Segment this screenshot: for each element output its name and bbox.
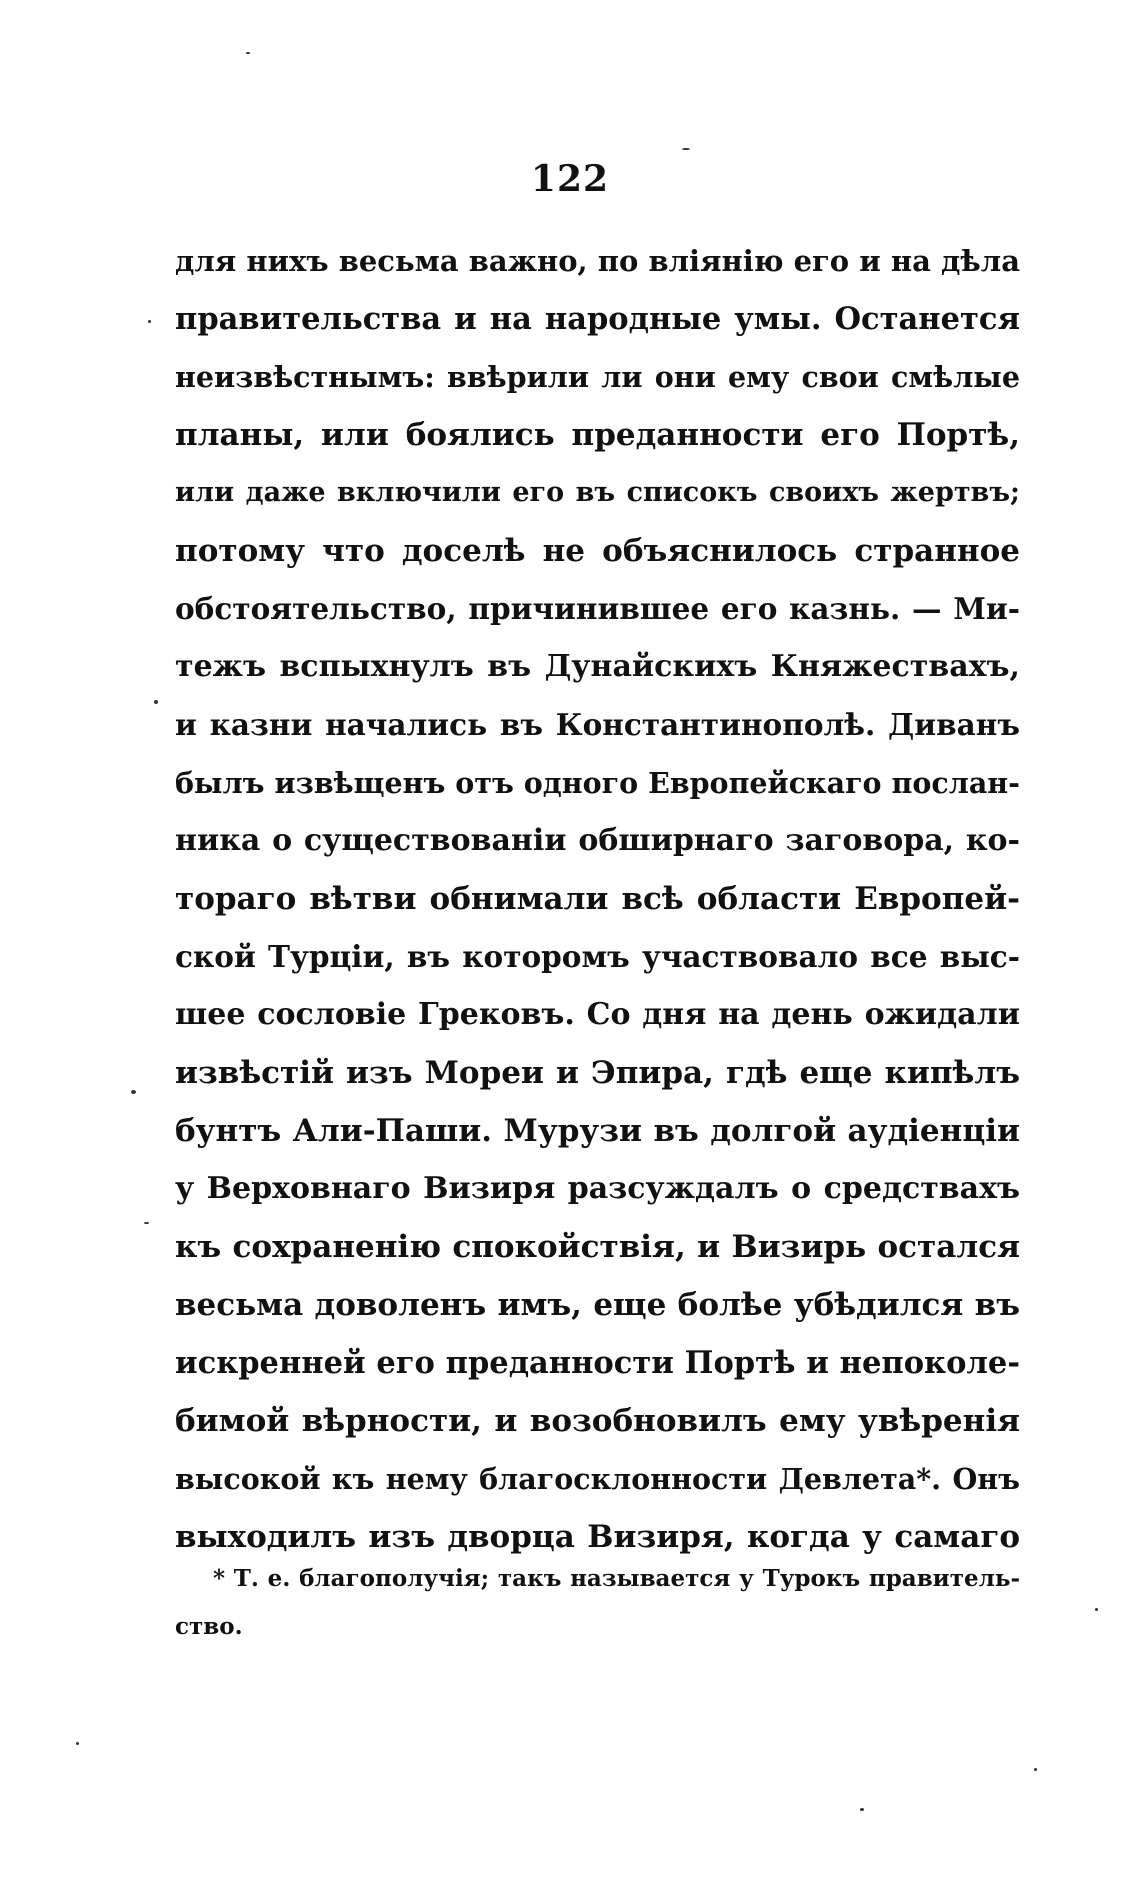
text-line: весьма доволенъ имъ, еще болѣе убѣдился въ bbox=[175, 1287, 1020, 1323]
scan-speck bbox=[1034, 1768, 1037, 1771]
scan-speck bbox=[148, 320, 151, 323]
footnote-line: ство. bbox=[175, 1613, 243, 1640]
scan-speck bbox=[144, 1222, 149, 1224]
text-line: къ сохраненію спокойствія, и Визирь остался bbox=[175, 1229, 1020, 1265]
main-text bbox=[175, 232, 1020, 1566]
text-line: шее сословіе Грековъ. Со дня на день ожидали bbox=[175, 997, 1020, 1032]
scan-speck bbox=[860, 1808, 864, 1811]
scan-speck bbox=[76, 1742, 79, 1745]
footnote-line: * Т. е. благополучія; такъ называется у Турокъ правитель- bbox=[213, 1565, 1020, 1592]
text-line: обстоятельство, причинившее его казнь. — Ми- bbox=[175, 591, 1020, 626]
text-line: выходилъ изъ дворца Визиря, когда у самаго bbox=[175, 1519, 1020, 1555]
text-line: извѣстій изъ Мореи и Эпира, гдѣ еще кипѣлъ bbox=[175, 1055, 1020, 1091]
text-line: высокой къ нему благосклонности Девлета*. Онъ bbox=[175, 1462, 1020, 1496]
text-line: бимой вѣрности, и возобновилъ ему увѣренія bbox=[175, 1403, 1020, 1439]
text-line: тораго вѣтви обнимали всѣ области Европей- bbox=[175, 881, 1020, 917]
text-line: или даже включили его въ списокъ своихъ жертвъ; bbox=[175, 477, 1020, 508]
page-number: 122 bbox=[530, 158, 610, 200]
text-line: ской Турціи, въ которомъ участвовало все выс- bbox=[175, 939, 1020, 974]
scan-speck bbox=[682, 148, 690, 150]
scan-speck bbox=[131, 1090, 136, 1094]
text-line: тежъ вспыхнулъ въ Дунайскихъ Княжествахъ, bbox=[175, 649, 1020, 684]
text-line: искренней его преданности Портѣ и непоколе- bbox=[175, 1345, 1020, 1381]
text-line: у Верховнаго Визиря разсуждалъ о средствахъ bbox=[175, 1171, 1020, 1206]
scan-speck bbox=[1095, 1608, 1098, 1611]
text-line: бунтъ Али-Паши. Мурузи въ долгой аудіенціи bbox=[175, 1113, 1020, 1149]
text-line: планы, или боялись преданности его Портѣ, bbox=[175, 417, 1020, 453]
text-line: и казни начались въ Константинополѣ. Диванъ bbox=[175, 707, 1020, 742]
scan-speck bbox=[246, 52, 250, 54]
scan-speck bbox=[154, 700, 158, 704]
text-line: ника о существованіи обширнаго заговора, ко- bbox=[175, 823, 1020, 858]
text-line: неизвѣстнымъ: ввѣрили ли они ему свои смѣлые bbox=[175, 360, 1020, 394]
text-line: правительства и на народные умы. Останется bbox=[175, 301, 1020, 337]
footnote bbox=[175, 1555, 1020, 1651]
text-line: для нихъ весьма важно, по вліянію его и на дѣла bbox=[175, 244, 1020, 278]
text-line: былъ извѣщенъ отъ одного Европейскаго послан- bbox=[175, 766, 1020, 800]
text-line: потому что доселѣ не объяснилось странное bbox=[175, 533, 1020, 569]
